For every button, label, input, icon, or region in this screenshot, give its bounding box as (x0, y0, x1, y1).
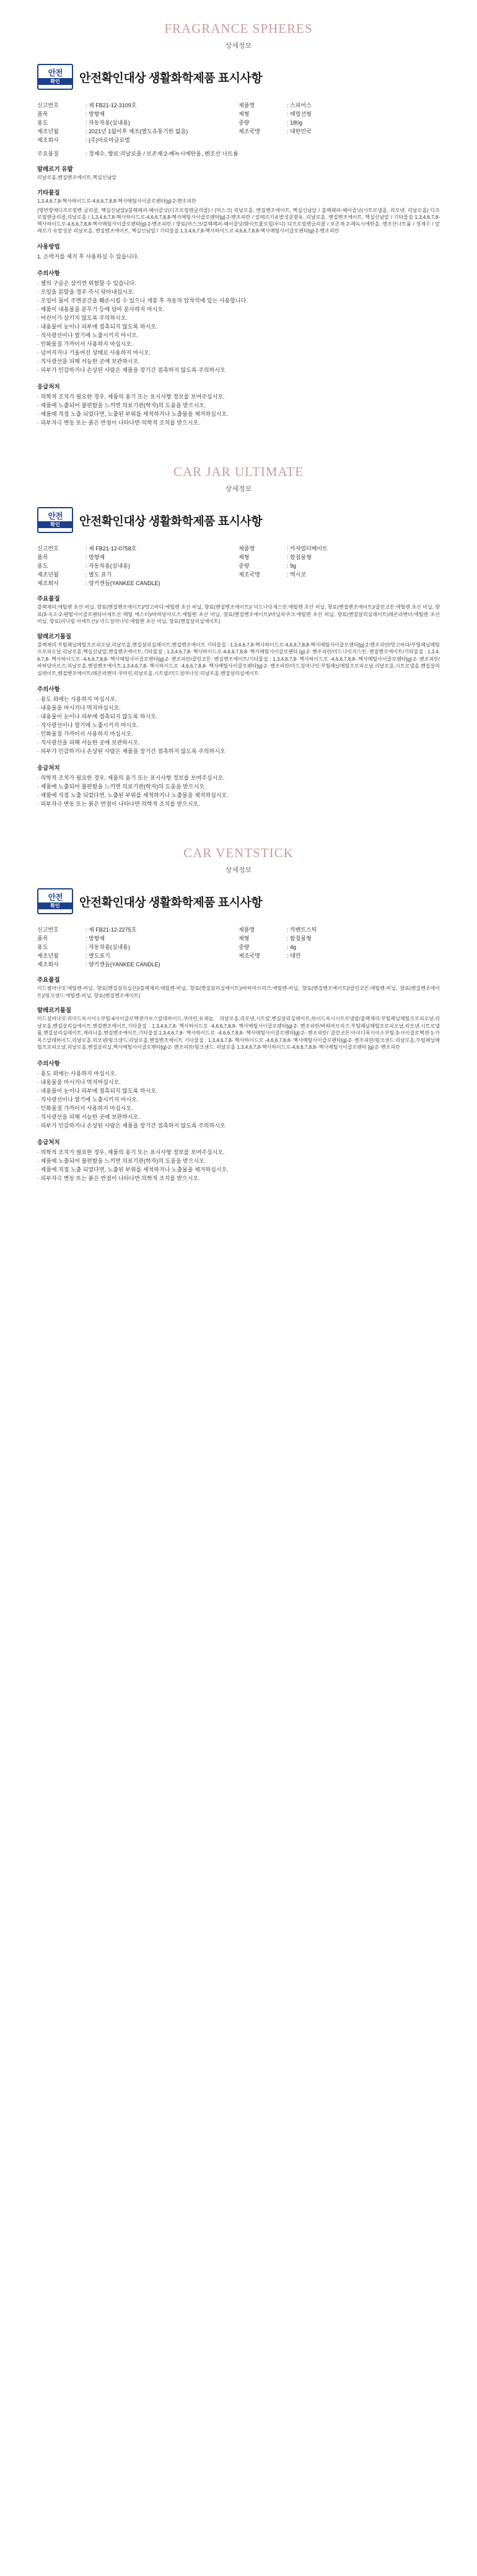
meta-row (37, 562, 239, 570)
caution-title: 주의사항 (37, 1060, 60, 1067)
meta-column-left (37, 544, 239, 588)
meta-value: : 정제수, 향료:리날로올 / 보존제:2-페녹시에탄올, 벤조산 나트륨 (85, 151, 239, 157)
emergency-list (37, 392, 440, 427)
meta-key: 제품명 (239, 545, 255, 552)
meta-row (37, 110, 239, 118)
list-item: · 직사광선이나 열기에 노출시키지 마시오. (37, 332, 139, 338)
list-item: · 내용물을 마시거나 먹지마십시오. (37, 1078, 121, 1085)
meta-value: : 4g (287, 944, 297, 950)
main-substance-text: 블랙체리:에틸렌 초산 비닐, 향료(벤질벤조에이트)/망고바다:에틸렌 초산 비닐, 향료(벤질벤조에이트)/ 미드나잇재스민:에틸렌 초산 비닐, 향료(벤질벤조에이트)/클린코튼:에틸렌 초산 비닐, 향료(3-옥소-2-펜틸사이클로펜타아세트산 메틸 에스터)/바하당아르즈:에틸렌 초산 비닐, 향료(벤질벤조에이트)/바닐라쿠크:에틸렌 초산 비닐, 향료(벤질살리실레이트)레몬라벤더:에틸렌 초산 비닐, 향료(리나릴 아세트산)/ 미드섬머나잇:에틸렌 초산 비닐, 향료(벤질살리실에이트) (37, 604, 440, 624)
list-item: · 피부가 민감하거나 손상된 사람은 제품을 장기간 접촉하지 않도록 주의하시오 (37, 748, 225, 754)
meta-key: 신고번호 (37, 927, 59, 933)
list-item: · 직사광선을 피해 서늘한 곳에 보관하시오. (37, 1113, 140, 1120)
meta-row (37, 934, 239, 943)
meta-row (239, 934, 440, 943)
section-car-ventstick (0, 845, 477, 1183)
allergen-text: 블랙체리:부틸페닐메틸프로피오날,리날로올,벤질살리실레이트,벤질벤조에이트 기타물질 : 1,3,4,6,7,8-헥사하이드로-4,6,6,7,8,8-헥사메틸사이클로펜타[g]-2-벤조피란/망고바다/부틸페닐메틸프로피오날,리날로올,헥실신남알,벤질벤조에이트,기타물질 : 1,3,4,6,7,8- 헥사하이드로-4,6,6,7,8,8- 헥사메틸사이클로펜타 [g]-2- 벤조피란/미드나잇자스민: 벤질벤조에이트/기타물질 : 1,3,4,6,7,8- 헥사하이드로 -4,6,6,7,8,8- 헥사메틸사이클로펜타[g]-2- 벤조피란/클린코튼: 벤질벤조에이트/기타물질 : 1,3,4,6,7,8- 헥사하이드로 -4,6,6,7,8,8- 헥사메틸사이클로펜타[g]-2- 벤조피란/바하당아르즈:리날로올,벤질벤조에이트,1,3,4,6,7,8- 헥사하이드로 -4,6,6,7,8,8- 헥사메틸사이클로펜타[g]-2- 벤조피란/미드섬머나잇:부틸페닐메틸프로피오날,리날로올,시트로넬올,벤질살리실레이트,벤질벤조에이트/레몬라벤더:쿠마린,리날로올,시트랄/미드섬머나잇:리날로올,벤질살리실에이트 (37, 642, 440, 676)
meta-key: 용도 (37, 944, 48, 950)
meta-value: : 방향제 (85, 554, 105, 560)
list-item: 1. 은박지를 제거 후 사용하실 수 있습니다. (37, 254, 139, 260)
meta-column-right (239, 544, 440, 588)
meta-row (239, 925, 440, 934)
list-item: · 넘어지거나 기울여진 상태로 사용하지 마시오. (37, 350, 151, 356)
meta-row (37, 925, 239, 934)
safety-banner (37, 503, 440, 537)
kc-safety-mark-icon (37, 64, 73, 90)
emergency-list (37, 774, 440, 808)
allergen-label: 알레르기물질 (37, 633, 72, 640)
other-substance-label: 기타물질 (37, 189, 60, 196)
kc-mark-bottom-text: 확인 (38, 902, 72, 909)
list-item: · 인화물질 가까이서 사용하지 마십시오. (37, 1105, 133, 1111)
meta-column-right (239, 925, 440, 969)
meta-row (239, 570, 440, 579)
section-car-jar-ultimate (0, 464, 477, 808)
meta-value: : 함침물형 (287, 554, 312, 560)
meta-value: : 제 FB21-12-2275호 (85, 927, 137, 933)
main-substance-label: 주요물질 (37, 596, 60, 602)
meta-value: : (주)아로마글로벌 (85, 137, 130, 143)
allergen-block (37, 632, 440, 677)
ingredient-detail-text: (명반향제디프로필렌 글리콜, 헥실신남알)/블랙페퍼-헤이즐넛(디프로필렌글리콜) / (머스크) 리날로올, 벤질벤조에이트, 헥실신남알 / 블랙페퍼-헤이즐넛(시트로넬올, 리모넨, 리날로올) 디프로필렌글리콜,리날로올 / 1,3,4,6,7,8-헥사하이드로-4,6,6,7,8,8-헥사메틸사이클로펜타[g]-2-벤조피란 / 알레르기유발성분함유, 리날로올, 벤질벤조에이트, 헥실신남알 / 기타물질 1,3,4,6,7,8-헥사하이드로-4,6,6,7,8,8-헥사메틸사이클로펜타[g]-2-벤조피란 / 향료(머스크/블랙페퍼-헤이즐넛/화이트플로럴/우디) 디프로필렌글리콜 / 보존제 2-페녹시에탄올, 벤조산나트륨 / 정제수 / 알레르기 유발성분 리날로올, 벤질벤조에이트, 헥실신남알 / 기타물질 1,3,4,6,7,8-헥사하이드로 4,6,6,7,8,8-헥사메틸사이클로펜타[g]-2-벤조피란 (37, 208, 440, 234)
list-item: · 의학적 조치가 필요한 경우, 제품의 용기 또는 표시사항 정보를 보여주십시오. (37, 1149, 225, 1155)
product-meta (37, 544, 440, 588)
meta-key: 용도 (37, 120, 48, 126)
meta-row (239, 943, 440, 951)
product-meta (37, 101, 440, 144)
emergency-list (37, 1148, 440, 1183)
allergen-block (37, 1005, 440, 1051)
meta-key: 제형 (239, 935, 250, 942)
meta-row (239, 110, 440, 118)
meta-value: : 별도 표기 (85, 571, 112, 578)
meta-row (37, 544, 239, 553)
meta-key: 신고번호 (37, 545, 59, 552)
meta-row (239, 951, 440, 960)
meta-value: : 에멀션형 (287, 111, 312, 117)
section-title: CAR VENTSTICK (183, 845, 294, 860)
meta-value: : 양키캔들(YANKEE CANDLE) (85, 961, 160, 968)
list-item: · 오일이 물이 주변공간을 훼손시킬 수 있으니 개봉 후 자동차 압착석에 있는 사용합니다. (37, 298, 248, 304)
banner-title: 안전확인대상 생활화학제품 표시사항 (79, 896, 263, 909)
kc-mark-top-text: 안전 (48, 68, 63, 77)
safety-banner (37, 884, 440, 918)
meta-row (37, 579, 239, 588)
list-item: · 용도 외에는 사용하지 마십시오. (37, 696, 117, 702)
meta-key: 제조회사 (37, 137, 59, 143)
meta-row (239, 562, 440, 570)
list-item: · 제품에 직접 노출 되었다면, 노출된 부위를 세척하거나 노출물을 제거하십시오. (37, 792, 229, 798)
meta-value: : 2021년 1월이후 제조(별도유통기한 없음) (85, 128, 188, 135)
list-item: · 피부가 민감하거나 손상된 사람은 제품을 장기간 접촉하지 않도록 주의하시오 (37, 1122, 225, 1129)
meta-row (37, 553, 239, 562)
meta-value: : 180g (287, 120, 303, 126)
meta-key: 제형 (239, 554, 250, 560)
list-item: · 제품에 노출되어 불편함을 느끼면 의료기관(학자)의 도움을 받으시오. (37, 1157, 206, 1164)
banner-title: 안전확인대상 생활화학제품 표시사항 (79, 71, 263, 85)
meta-value: : 대만 (287, 953, 301, 959)
meta-key: 제조년월 (37, 953, 59, 959)
meta-column-right (239, 101, 440, 144)
meta-key: 제조국명 (239, 571, 260, 578)
list-item: · 피부자극 변동 또는 붉은 반점이 나타나면 의학적 조치를 받으시오. (37, 801, 200, 807)
meta-value: : 스피어스 (287, 102, 312, 108)
emergency-title: 응급처치 (37, 1139, 60, 1146)
list-item: · 내용물이 눈이나 피부에 접촉되지 않도록 하시오. (37, 324, 158, 330)
meta-row (37, 951, 239, 960)
meta-key: 중량 (239, 120, 250, 126)
kc-mark-top-text: 안전 (48, 511, 63, 521)
product-labels-page (0, 21, 477, 1201)
meta-value: : 함침물형 (287, 935, 312, 942)
meta-value: : 자동차용(실내용) (85, 120, 130, 126)
meta-value: : 자동차용(실내용) (85, 563, 130, 569)
list-item: · 어린이가 삼키지 않도록 주의하시오. (37, 315, 128, 321)
meta-key: 용도 (37, 563, 48, 569)
meta-value: : 카벤트스틱 (287, 927, 317, 933)
safety-banner (37, 60, 440, 94)
meta-value: : 별도표기 (85, 953, 110, 959)
meta-key: 제조년월 (37, 571, 59, 578)
list-item: · 제품에 직접 노출 되었다면, 노출된 부위를 세척하거나 노출물을 제거하십시오. (37, 1166, 229, 1173)
list-item: · 인화물질 가까이서 사용하지 마십시오. (37, 341, 133, 347)
list-item: · 의학적 조치가 필요한 경우, 제품의 용기 또는 표시사항 정보를 보여주십시오. (37, 394, 225, 400)
meta-key: 품목 (37, 111, 48, 117)
list-item: · 내용물이 눈이나 피부에 접촉되지 않도록 하시오. (37, 1087, 158, 1094)
section-spacer (0, 808, 477, 824)
meta-value: : 9g (287, 563, 297, 569)
meta-row (37, 960, 239, 969)
product-meta (37, 925, 440, 969)
meta-value: : 제 FB21-12-3109호 (85, 102, 137, 108)
main-substance-block (37, 975, 440, 999)
section-subtitle: 상세정보 (225, 867, 252, 874)
meta-value: : 양키캔들(YANKEE CANDLE) (85, 580, 160, 586)
list-item: · 피부자극 변동 또는 붉은 반점이 나타나면 의학적 조치를 받으시오. (37, 420, 200, 426)
allergen-text: 리날로올,벤질벤조에이트,헥실신남알 (37, 175, 117, 180)
meta-key: 제조국명 (239, 953, 260, 959)
emergency-title: 응급처치 (37, 765, 60, 772)
list-item: · 제품이 내용물을 분무기 등에 담아 분사하지 마시오. (37, 306, 165, 312)
meta-column-left (37, 925, 239, 969)
list-item: · 내용물이 눈이나 피부에 접촉되지 않도록 하시오. (37, 713, 158, 720)
meta-key: 주요물질 (37, 151, 59, 157)
meta-key: 제조회사 (37, 961, 59, 968)
meta-value: : 방향제 (85, 935, 105, 942)
list-item: · 피부자극 변동 또는 붉은 반점이 나타나면 의학적 조치를 받으시오. (37, 1175, 200, 1181)
section-fragrance-spheres (0, 21, 477, 427)
meta-key: 제조회사 (37, 580, 59, 586)
meta-value: : 카쟈얼티메이트 (287, 545, 328, 552)
caution-list (37, 695, 440, 756)
other-substance-block (37, 188, 440, 205)
section-title: FRAGRANCE SPHERES (164, 21, 313, 36)
meta-row-full-width (37, 149, 440, 158)
meta-key: 제품명 (239, 102, 255, 108)
list-item: · 오일을 분말을 경우 즉시 닦아내십시오. (37, 289, 135, 295)
other-substance-text: 1,3,4,6,7,8-헥사하이드로-4,6,6,7,8,8-헥사메틸사이클로펜타[g]-2-벤조피란 (37, 198, 196, 204)
kc-mark-bottom-text: 확인 (38, 521, 72, 528)
list-item: · 용도 외에는 사용하지 마십시오. (37, 1070, 117, 1077)
meta-row (239, 544, 440, 553)
meta-row (37, 943, 239, 951)
meta-key: 제조국명 (239, 128, 260, 135)
list-item: · 젤의 구슬은 삼키면 위험할 수 있습니다. (37, 280, 136, 286)
meta-key: 제품명 (239, 927, 255, 933)
meta-column-left (37, 101, 239, 144)
meta-key: 품목 (37, 935, 48, 942)
meta-key: 중량 (239, 944, 250, 950)
allergen-block (37, 164, 440, 182)
kc-safety-mark-icon (37, 507, 73, 533)
meta-key: 품목 (37, 554, 48, 560)
meta-row (37, 101, 239, 110)
meta-value: : 대한민국 (287, 128, 312, 135)
banner-title: 안전확인대상 생활화학제품 표시사항 (79, 514, 263, 528)
list-item: · 의학적 조치가 필요한 경우, 제품의 용기 또는 표시사항 정보를 보여주십시오. (37, 775, 225, 781)
section-subtitle: 상세정보 (225, 485, 252, 493)
section-subtitle: 상세정보 (225, 42, 252, 50)
main-substance-text: 미드썸머나잇:에틸렌-비닐, 향료(벤질살리실산)/블랙체리:에틸렌-비닐, 향료(벤질살리실에이트)/바하마브리즈:에틸렌-비닐, 향료(벤질벤조에이트)/클린코튼:에틸렌-비닐, 향료(벤질벤조에이트)/핑크샌드:에틸렌-비닐, 향료(벤질벤조에이트) (37, 986, 440, 999)
allergen-text: 미드섬머나잇:리미드록시이소부틸-4사이클로헥센카보스알데하이드,쿠마린,유제놀, 리날로올,리모넨,시트랄,벤질살리실레이트,하이드록시시트로넬랄/블랙체리:부틸페닐메틸프로피오날,리날로올,벤질살리실에이트,벤질벤조에이트,기타물질 : 1,3,4,6,7,8- 헥사하이드로 -4,6,6,7,8,8- 헥사메틸사이클로펜타[g]-2- 벤조피란/바하마브리즈:부틸페닐메틸프로피오날,리모넨,시트로넬롤,벤질살리실레이트,제라니올,벤질벤조에이트,기타물질:1,3,4,6,7,8- 헥사하이드로 -4,6,6,7,8,8- 헥사메틸사이클로펜타[g]-2- 벤조피란/ 클린코튼:아이디록시이소부틸-3-사이클로헥센-1-카복스알데하이드,리날로올,리모넨/핑크샌드:리날로올,벤질벤조에이트 기타물질 : 1,3,4,6,7,8- 헥사하이드로 -4,6,6,7,8,8- 헥사메틸사이클로펜타[g]-2- 벤조피란/핑크샌드:리날로올,부틸페닐메틸프로피오날,리날로올,벤질살리실,헥사메틸사이클로펜타[g]-2- 벤조피란/핑크샌드: 리날로올 1,3,4,6,7,8-헥사하이드로-4,6,6,7,8,8- 헥사메틸사이클로펜타 [g]-2- 벤조피란 (37, 1016, 440, 1050)
list-item: · 인화물질 가까이서 사용하지 마십시오. (37, 731, 133, 737)
emergency-title: 응급처치 (37, 384, 60, 390)
kc-safety-mark-icon (37, 888, 73, 914)
meta-row (37, 136, 239, 144)
kc-mark-top-text: 안전 (48, 892, 63, 902)
list-item: · 직사광선이나 열기에 노출시키지 마시오. (37, 722, 139, 728)
list-item: · 직사광선을 피해 서늘한 곳에 보관하시오. (37, 358, 140, 364)
meta-row (37, 127, 239, 136)
meta-value: : 자동차용(실내용) (85, 944, 130, 950)
list-item: · 직사광선을 피해 서늘한 곳에 보관하시오. (37, 739, 140, 746)
list-item: · 제품에 노출되어 불편함을 느끼면 의료기관(학자)의 도움을 받으시오. (37, 783, 206, 790)
allergen-label: 알레르기 유발 (37, 166, 73, 173)
list-item: · 제품에 직접 노출 되었다면, 노출된 부위를 세척하거나 노출물을 제거하십시오. (37, 411, 229, 417)
meta-row (37, 570, 239, 579)
list-item: · 제품에 노출되어 불편함을 느끼면 의료기관(학자)의 도움을 받으시오. (37, 402, 206, 408)
kc-mark-bottom-text: 확인 (38, 78, 72, 85)
list-item: · 내용물을 마시거나 먹지마십시오. (37, 705, 121, 711)
section-spacer (0, 427, 477, 443)
section-title: CAR JAR ULTIMATE (173, 464, 304, 479)
allergen-label: 알레르기물질 (37, 1007, 72, 1014)
meta-key: 신고번호 (37, 102, 59, 108)
meta-key: 제형 (239, 111, 250, 117)
usage-title: 사용방법 (37, 244, 60, 250)
meta-value: : 멕시코 (287, 571, 307, 578)
meta-row (239, 127, 440, 136)
meta-key: 중량 (239, 563, 250, 569)
meta-key: 제조년월 (37, 128, 59, 135)
meta-row (37, 118, 239, 127)
meta-row (239, 553, 440, 562)
main-substance-block (37, 594, 440, 625)
caution-title: 주의사항 (37, 270, 60, 277)
main-substance-label: 주요물질 (37, 977, 60, 984)
meta-row (239, 118, 440, 127)
caution-list (37, 279, 440, 374)
meta-value: : 제 FB21-12-0758호 (85, 545, 137, 552)
caution-title: 주의사항 (37, 686, 60, 693)
caution-list (37, 1069, 440, 1130)
list-item: · 직사광선이나 열기에 노출시키지 마시오. (37, 1096, 139, 1103)
meta-value: : 방향제 (85, 111, 105, 117)
meta-row (239, 101, 440, 110)
list-item: · 피부가 민감하거나 손상된 사람은 제품을 장기간 접촉하지 않도록 주의하시오 (37, 367, 225, 373)
usage-list (37, 252, 440, 261)
